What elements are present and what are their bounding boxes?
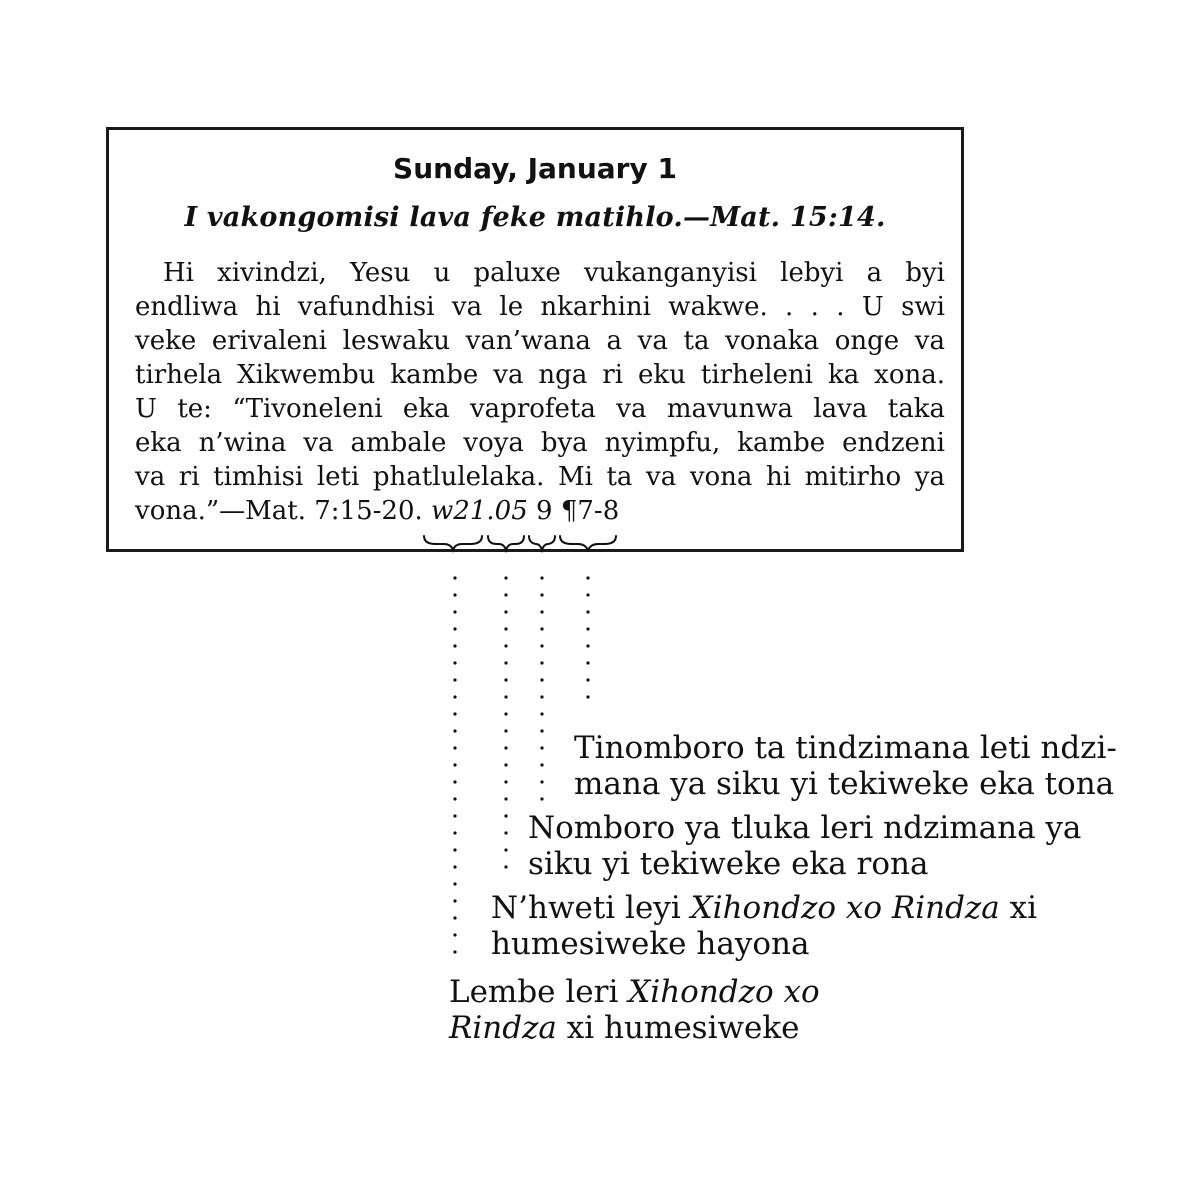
label-line: humesiweke hayona bbox=[491, 926, 810, 962]
paragraph-numbers: ¶7-8 bbox=[560, 496, 620, 526]
brace-paragraphs bbox=[560, 536, 616, 550]
label-line: mana ya siku yi tekiweke eka tona bbox=[574, 766, 1115, 802]
theme-scripture: I vakongomisi lava feke matihlo.—Mat. 15:14. bbox=[184, 202, 886, 233]
label-year bbox=[449, 974, 820, 1046]
label-line: Lembe leri Xihondzo xo bbox=[449, 974, 820, 1010]
body-line: Hi xivindzi, Yesu u paluxe vukanganyisi lebyi a byi bbox=[163, 258, 945, 288]
label-page bbox=[528, 810, 1081, 882]
body-line: tirhela Xikwembu kambe va nga ri eku tirheleni ka xona. bbox=[135, 360, 945, 390]
brace-year bbox=[424, 536, 482, 550]
brace-page bbox=[529, 536, 555, 550]
body-line: va ri timhisi leti phatlulelaka. Mi ta va vona hi mitirho ya bbox=[135, 462, 945, 492]
publication-issue: .05 bbox=[486, 496, 528, 526]
label-line: Rindza xi humesiweke bbox=[449, 1010, 800, 1046]
brace-issue bbox=[488, 536, 524, 550]
body-line: U te: “Tivoneleni eka vaprofeta va mavunwa lava taka bbox=[135, 394, 945, 424]
date-heading: Sunday, January 1 bbox=[393, 152, 677, 185]
body-line: eka n’wina va ambale voya bya nyimpfu, kambe endzeni bbox=[135, 428, 945, 458]
label-line: siku yi tekiweke eka rona bbox=[528, 846, 929, 882]
body-line: endliwa hi vafundhisi va le nkarhini wakwe. . . . U swi bbox=[135, 292, 945, 322]
label-line: Nomboro ya tluka leri ndzimana ya bbox=[528, 810, 1082, 846]
label-line: Tinomboro ta tindzimana leti ndzi- bbox=[574, 730, 1117, 766]
label-line: N’hweti leyi Xihondzo xo Rindza xi bbox=[491, 890, 1038, 926]
label-issue bbox=[491, 890, 1037, 962]
publication-symbol: w bbox=[431, 496, 454, 526]
publication-year: 21 bbox=[453, 496, 487, 526]
label-paragraphs bbox=[574, 730, 1117, 802]
scripture-citation: vona.”—Mat. 7:15-20. bbox=[135, 496, 432, 526]
page-number: 9 bbox=[527, 496, 561, 526]
body-line: veke erivaleni leswaku van’wana a va ta vonaka onge va bbox=[135, 326, 945, 356]
